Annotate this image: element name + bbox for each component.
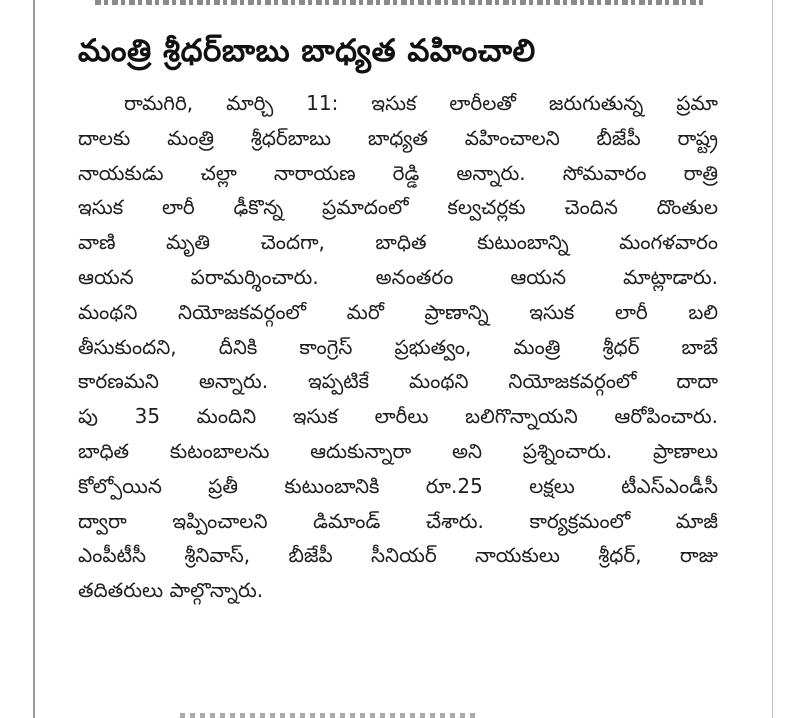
article-line: ఎంపీటీసీ శ్రీనివాస్, బీజేపీ సీనియర్ నాయకులు శ్రీధర్, రాజు — [78, 543, 718, 568]
article-line: తీసుకుందని, దీనికి కాంగ్రెస్ ప్రభుత్వం, మంత్రి శ్రీధర్ బాబే — [78, 334, 718, 359]
article-line: మంథని నియోజకవర్గంలో మరో ప్రాణాన్ని ఇసుక లారీ బలి — [78, 299, 718, 324]
column-rule-left — [33, 0, 35, 718]
news-article — [78, 22, 718, 608]
article-body — [78, 86, 718, 608]
clipped-next-article — [0, 708, 800, 718]
article-line: రామగిరి, మార్చి 11: ఇసుక లారీలతో జరుగుతున్న ప్రమా — [124, 91, 718, 115]
column-rule-right — [772, 0, 773, 718]
article-line: ద్వారా ఇప్పించాలని డిమాండ్ చేశారు. కార్యక్రమంలో మాజీ — [78, 508, 718, 533]
article-line: బాధిత కుటంబాలను ఆదుకున్నారా అని ప్రశ్నించారు. ప్రాణాలు — [78, 438, 718, 463]
clipped-previous-article — [0, 0, 800, 12]
article-line: కోల్పోయిన ప్రతీ కుటుంబానికి రూ.25 లక్షలు టీఎస్ఎండీసీ — [78, 473, 718, 498]
article-line: ఇసుక లారీ ఢీకొన్న ప్రమాదంలో కల్వచర్లకు చెందిన దొంతుల — [78, 195, 718, 220]
article-line: పు 35 మందిని ఇసుక లారీలు బలిగొన్నాయని ఆరోపించారు. — [78, 404, 718, 429]
article-line: దాలకు మంత్రి శ్రీధర్‌బాబు బాధ్యత వహించాలని బీజేపీ రాష్ట్ర — [78, 125, 718, 150]
article-line: ఆయన పరామర్శించారు. అనంతరం ఆయన మాట్లాడారు. — [78, 264, 718, 289]
article-headline: మంత్రి శ్రీధర్‌బాబు బాధ్యత వహించాలి — [78, 33, 536, 69]
article-line: కారణమని అన్నారు. ఇప్పటికే మంథని నియోజకవర్గంలో దాదా — [78, 369, 718, 394]
article-line: తదితరులు పాల్గొన్నారు. — [78, 578, 264, 603]
article-line: వాణి మృతి చెందగా, బాధిత కుటుంబాన్ని మంగళవారం — [78, 230, 718, 255]
article-line: నాయకుడు చల్లా నారాయణ రెడ్డి అన్నారు. సోమవారం రాత్రి — [78, 160, 718, 185]
